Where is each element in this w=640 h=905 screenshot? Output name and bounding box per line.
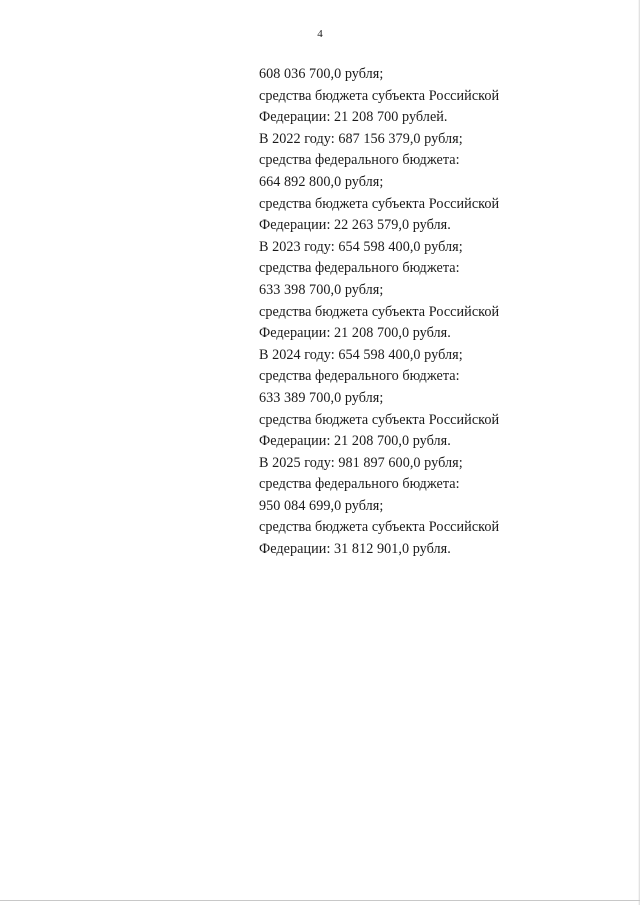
text-line: средства бюджета субъекта Российской — [259, 411, 500, 428]
text-line: Федерации: 31 812 901,0 рубля. — [259, 541, 451, 558]
text-line: средства бюджета субъекта Российской — [259, 303, 500, 320]
text-line: средства федерального бюджета: — [259, 476, 460, 493]
text-line: В 2023 году: 654 598 400,0 рубля; — [259, 238, 463, 255]
text-line: 950 084 699,0 рубля; — [259, 497, 384, 514]
text-line: средства федерального бюджета: — [259, 260, 460, 277]
text-line: средства федерального бюджета: — [259, 368, 460, 385]
page-number — [0, 28, 640, 40]
text-line: Федерации: 22 263 579,0 рубля. — [259, 217, 451, 234]
text-line: средства федерального бюджета: — [259, 152, 460, 169]
text-line: 633 398 700,0 рубля; — [259, 281, 384, 298]
text-line: 608 036 700,0 рубля; — [259, 66, 384, 82]
text-line: В 2025 году: 981 897 600,0 рубля; — [259, 454, 463, 471]
scan-edge-bottom — [0, 900, 640, 901]
text-line: средства бюджета субъекта Российской — [259, 195, 500, 212]
text-line: 633 389 700,0 рубля; — [259, 389, 384, 406]
budget-text-block — [259, 64, 619, 561]
text-line: средства бюджета субъекта Российской — [259, 87, 500, 104]
page-number-text: 4 — [317, 28, 323, 40]
text-line: Федерации: 21 208 700,0 рубля. — [259, 433, 451, 450]
text-line: 664 892 800,0 рубля; — [259, 173, 384, 190]
text-line: Федерации: 21 208 700,0 рубля. — [259, 325, 451, 342]
text-line: В 2022 году: 687 156 379,0 рубля; — [259, 130, 463, 147]
text-line: В 2024 году: 654 598 400,0 рубля; — [259, 346, 463, 363]
text-line: средства бюджета субъекта Российской — [259, 519, 500, 536]
text-line: Федерации: 21 208 700 рублей. — [259, 109, 448, 126]
